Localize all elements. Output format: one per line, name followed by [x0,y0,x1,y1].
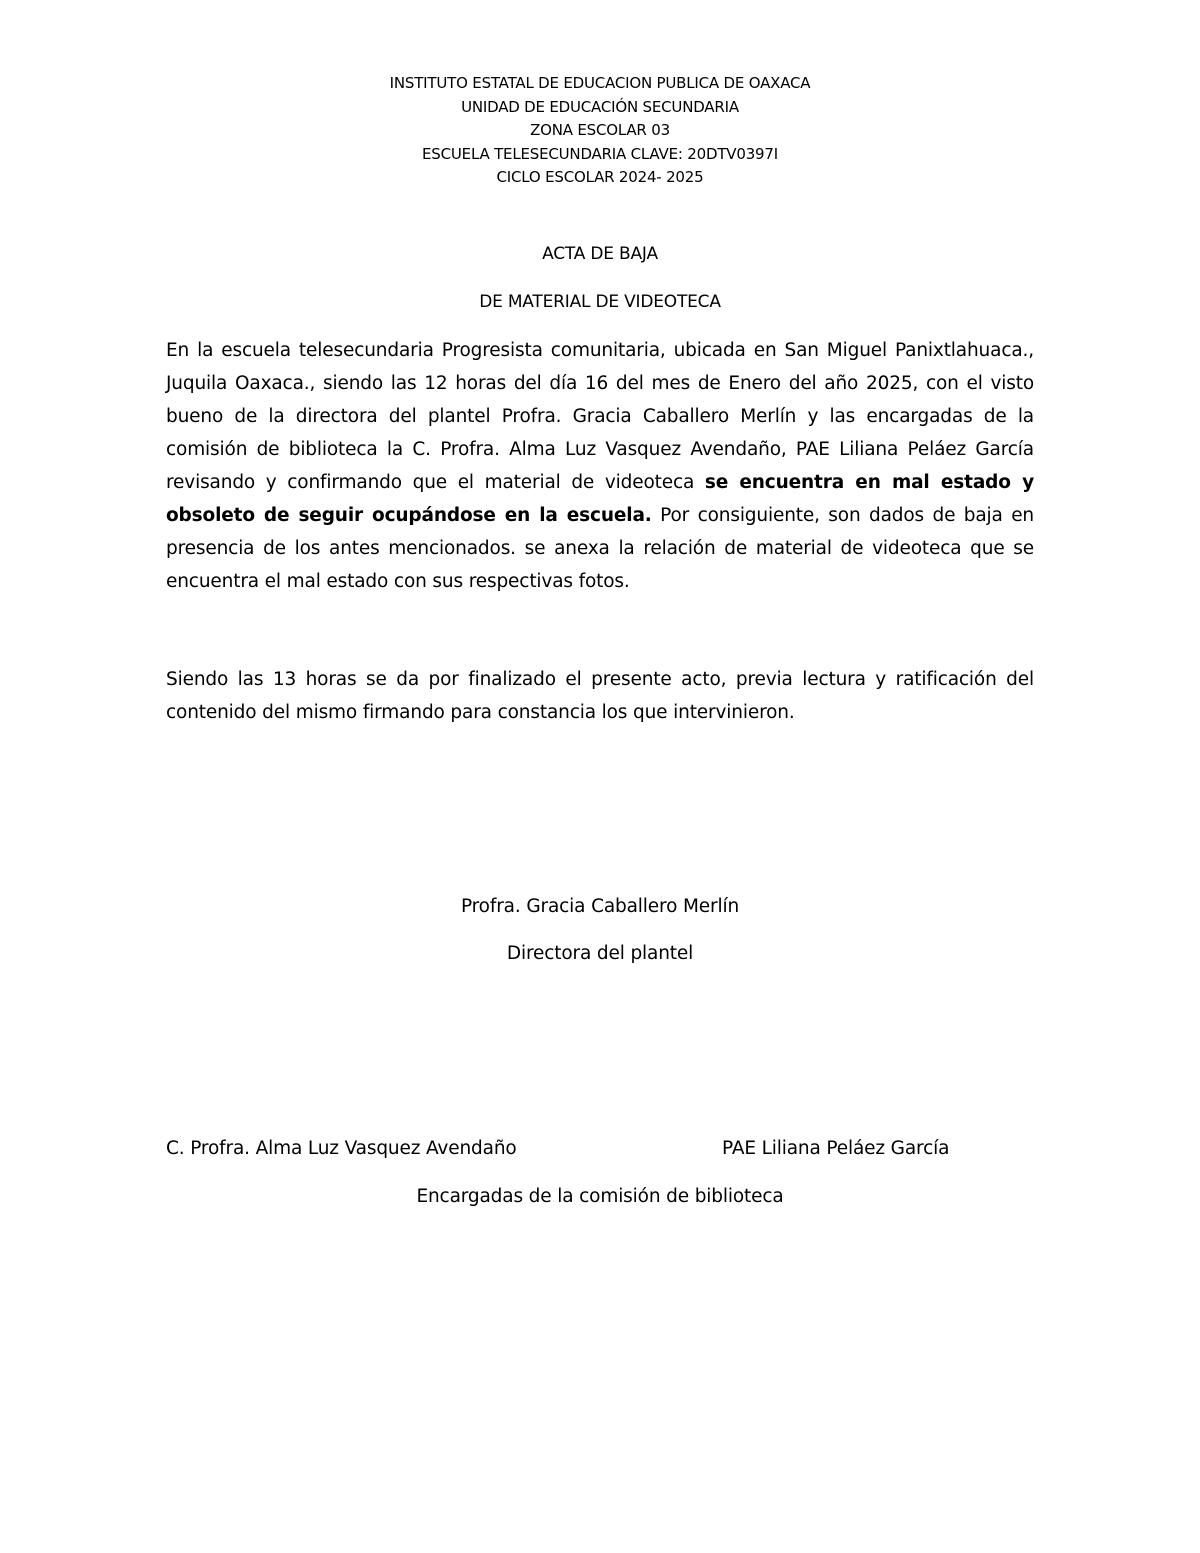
director-name: Profra. Gracia Caballero Merlín [460,896,740,917]
header-institute: INSTITUTO ESTATAL DE EDUCACION PUBLICA DE OAXACA [389,74,811,92]
director-role: Directora del plantel [506,943,694,964]
body-paragraph-closing: Siendo las 13 horas se da por finalizado el presente acto, previa lectura y ratificación del contenido del mismo firmando para constancia los que intervinieron. [166,669,1034,723]
document-title: ACTA DE BAJA [542,244,658,264]
header-school-key: ESCUELA TELESECUNDARIA CLAVE: 20DTV0397I [422,144,778,163]
paragraph-bold-text: se encuentra en mal estado y obsoleto de seguir ocupándose en la escuela. [166,472,1034,526]
header-zone: ZONA ESCOLAR 03 [530,121,670,139]
committee-role: Encargadas de la comisión de biblioteca [416,1186,784,1207]
header-unit: UNIDAD DE EDUCACIÓN SECUNDARIA [461,97,739,116]
body-paragraph-main [166,334,1034,598]
paragraph-text-start: En la escuela telesecundaria Progresista comunitaria, ubicada en San Miguel Panixtlahuaca., Juquila Oaxaca., siendo las 12 horas del día 16 del mes de Enero del año 2025, con el visto bueno de la directora del plantel Profra. Gracia Caballero Merlín y las encargadas de la comisión de biblioteca la C. Profra. Alma Luz Vasquez Avendaño, PAE Liliana Peláez García revisando y confirmando que el material de videoteca [166,340,1034,493]
signer-left-name: C. Profra. Alma Luz Vasquez Avendaño [166,1138,517,1159]
header-school-cycle: CICLO ESCOLAR 2024- 2025 [496,168,704,186]
paragraph-text-end: Por consiguiente, son dados de baja en presencia de los antes mencionados. se anexa la relación de material de videoteca que se encuentra el mal estado con sus respectivas fotos. [166,505,1034,592]
signer-right-name: PAE Liliana Peláez García [722,1138,950,1159]
institution-header [0,72,1200,190]
document-subtitle: DE MATERIAL DE VIDEOTECA [479,292,721,312]
